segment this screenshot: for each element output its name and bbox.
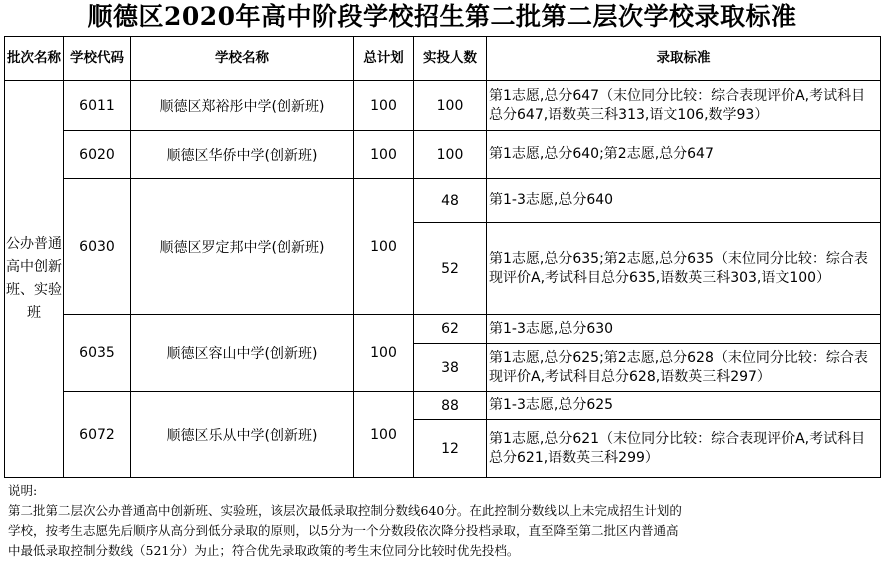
admission-standard-cell: 第1-3志愿,总分625 xyxy=(487,392,881,420)
header-row xyxy=(5,37,881,81)
school-code-cell: 6020 xyxy=(64,131,131,179)
school-code-cell: 6030 xyxy=(64,179,131,315)
school-code-cell: 6035 xyxy=(64,315,131,392)
table-row xyxy=(5,131,881,179)
table-row xyxy=(5,392,881,420)
admission-standard-cell: 第1-3志愿,总分640 xyxy=(487,179,881,223)
school-name-cell: 顺德区罗定邦中学(创新班) xyxy=(131,179,354,315)
school-name-cell: 顺德区郑裕彤中学(创新班) xyxy=(131,81,354,131)
school-name-cell: 顺德区乐从中学(创新班) xyxy=(131,392,354,478)
total-plan-cell: 100 xyxy=(354,392,414,478)
notes-line: 中最低录取控制分数线（521分）为止；符合优先录取政策的考生末位同分比较时优先投档。 xyxy=(8,543,520,558)
admission-table xyxy=(4,36,881,478)
header-school-name: 学校名称 xyxy=(131,37,354,81)
notes-section xyxy=(8,481,880,561)
table-row xyxy=(5,81,881,131)
table-row xyxy=(5,179,881,223)
actual-count-cell: 38 xyxy=(414,344,487,392)
notes-line: 学校，按考生志愿先后顺序从高分到低分录取的原则，以5分为一个分数段依次降分投档录取，直至降至第二批区内普通高 xyxy=(8,523,679,538)
actual-count-cell: 12 xyxy=(414,420,487,478)
admission-standard-cell: 第1志愿,总分635;第2志愿,总分635（末位同分比较：综合表现评价A,考试科目总分635,语数英三科303,语文100） xyxy=(487,223,881,315)
table-row xyxy=(5,315,881,344)
admission-standard-cell: 第1志愿,总分621（末位同分比较：综合表现评价A,考试科目总分621,语数英三科299） xyxy=(487,420,881,478)
header-admission-standard: 录取标准 xyxy=(487,37,881,81)
header-batch-name: 批次名称 xyxy=(5,37,64,81)
total-plan-cell: 100 xyxy=(354,315,414,392)
school-name-cell: 顺德区容山中学(创新班) xyxy=(131,315,354,392)
header-total-plan: 总计划 xyxy=(354,37,414,81)
total-plan-cell: 100 xyxy=(354,131,414,179)
header-actual-count: 实投人数 xyxy=(414,37,487,81)
total-plan-cell: 100 xyxy=(354,81,414,131)
total-plan-cell: 100 xyxy=(354,179,414,315)
school-code-cell: 6072 xyxy=(64,392,131,478)
admission-standard-cell: 第1志愿,总分640;第2志愿,总分647 xyxy=(487,131,881,179)
actual-count-cell: 48 xyxy=(414,179,487,223)
actual-count-cell: 100 xyxy=(414,81,487,131)
header-school-code: 学校代码 xyxy=(64,37,131,81)
admission-standard-cell: 第1志愿,总分625;第2志愿,总分628（末位同分比较：综合表现评价A,考试科目总分628,语数英三科297） xyxy=(487,344,881,392)
actual-count-cell: 100 xyxy=(414,131,487,179)
actual-count-cell: 62 xyxy=(414,315,487,344)
school-code-cell: 6011 xyxy=(64,81,131,131)
batch-name-cell: 公办普通高中创新班、实验班 xyxy=(5,81,64,478)
notes-line: 第二批第二层次公办普通高中创新班、实验班，该层次最低录取控制分数线640分。在此控制分数线以上未完成招生计划的 xyxy=(8,503,682,518)
actual-count-cell: 52 xyxy=(414,223,487,315)
actual-count-cell: 88 xyxy=(414,392,487,420)
school-name-cell: 顺德区华侨中学(创新班) xyxy=(131,131,354,179)
admission-standard-cell: 第1志愿,总分647（末位同分比较：综合表现评价A,考试科目总分647,语数英三科313,语文106,数学93） xyxy=(487,81,881,131)
page-title: 顺德区2020年高中阶段学校招生第二批第二层次学校录取标准 xyxy=(87,2,797,31)
admission-standard-cell: 第1-3志愿,总分630 xyxy=(487,315,881,344)
notes-heading: 说明: xyxy=(8,483,38,498)
